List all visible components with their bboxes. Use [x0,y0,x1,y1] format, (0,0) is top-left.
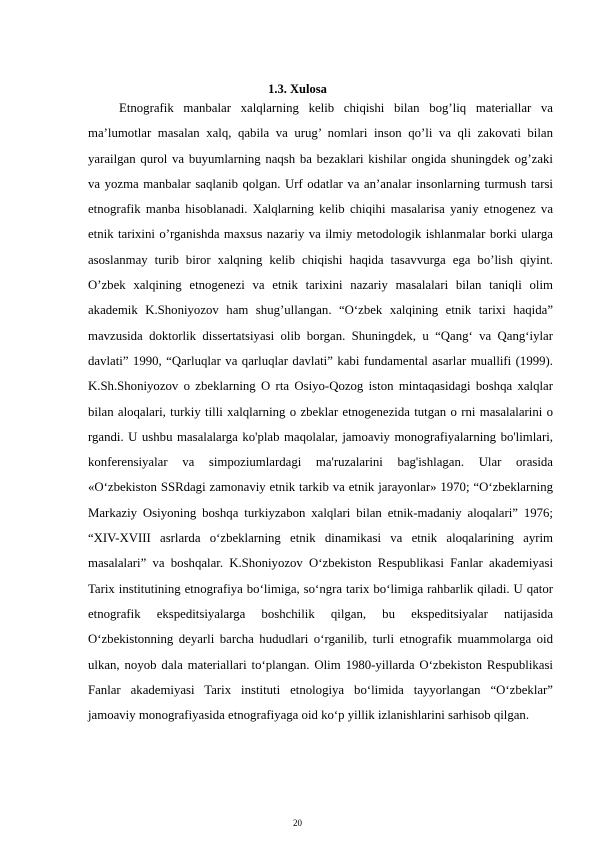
section-heading: 1.3. Xulosa [268,82,327,96]
body-paragraph: Etnografik manbalar xalqlarning kelib chiqishi bilan bog’liq materiallar va ma’lumotlar masalan xalq, qabila va urug’ nomlari inson qo’li va qli zakovati bilan yarailgan qurol va buyumlarning naqsh ba bezaklari kishilar ongida shuningdek og’zaki va yozma manbalar saqlanib qolgan. Urf odatlar va an’analar insonlarning turmush tarsi etnografik manba hisoblanadi. Xalqlarning kelib chiqihi masalarisa yaniy etnogenez va etnik tarixini o’rganishda maxsus nazariy va ilmiy metodologik ishlanmalar borki ularga asoslanmay turib biror xalqning kelib chiqishi haqida tasavvurga ega bo’lish qiyint. O’zbek xalqining etnogenezi va etnik tarixini nazariy masalalari bilan taniqli olim akademik K.Shoniyozov ham shug’ullangan. “O‘zbek xalqining etnik tarixi haqida” mavzusida doktorlik dissertatsiyasi olib borgan. Shuningdek, u “Qang‘ va Qang‘iylar davlati” 1990, “Qarluqlar va qarluqlar davlati” kabi fundamental asarlar muallifi (1999). K.Sh.Shoniyozov o zbeklarning O rta Osiyo-Qozog iston mintaqasidagi boshqa xalqlar bilan aloqalari, turkiy tilli xalqlarning o zbeklar etnogenezida tutgan o rni masalalarini o rgandi. U ushbu masalalarga ko'plab maqolalar, jamoaviy monografiyalarning bo'limlari, konferensiyalar va simpoziumlardagi ma'ruzalarini bag'ishlagan. Ular orasida «O‘zbekiston SSRdagi zamonaviy etnik tarkib va etnik jarayonlar» 1970; “O‘zbeklarning Markaziy Osiyoning boshqa turkiyzabon xalqlari bilan etnik-madaniy aloqalari” 1976; “XIV-XVIII asrlarda o‘zbeklarning etnik dinamikasi va etnik aloqalarining ayrim masalalari” va boshqalar. K.Shoniyozov O‘zbekiston Respublikasi Fanlar akademiyasi Tarix institutining etnografiya bo‘limiga, so‘ngra tarix bo‘limiga rahbarlik qiladi. U qator etnografik ekspeditsiyalarga boshchilik qilgan, bu ekspeditsiyalar natijasida O‘zbekistonning deyarli barcha hududlari o‘rganilib, turli etnografik muammolarga oid ulkan, noyob dala materiallari to‘plangan. Olim 1980-yillarda O‘zbekiston Respublikasi Fanlar akademiyasi Tarix instituti etnologiya bo‘limida tayyorlangan “O‘zbeklar” jamoaviy monografiyasida etnografiyaga oid ko‘p yillik izlanishlarini sarhisob qilgan. [88,101,553,723]
page-number: 20 [293,818,302,828]
